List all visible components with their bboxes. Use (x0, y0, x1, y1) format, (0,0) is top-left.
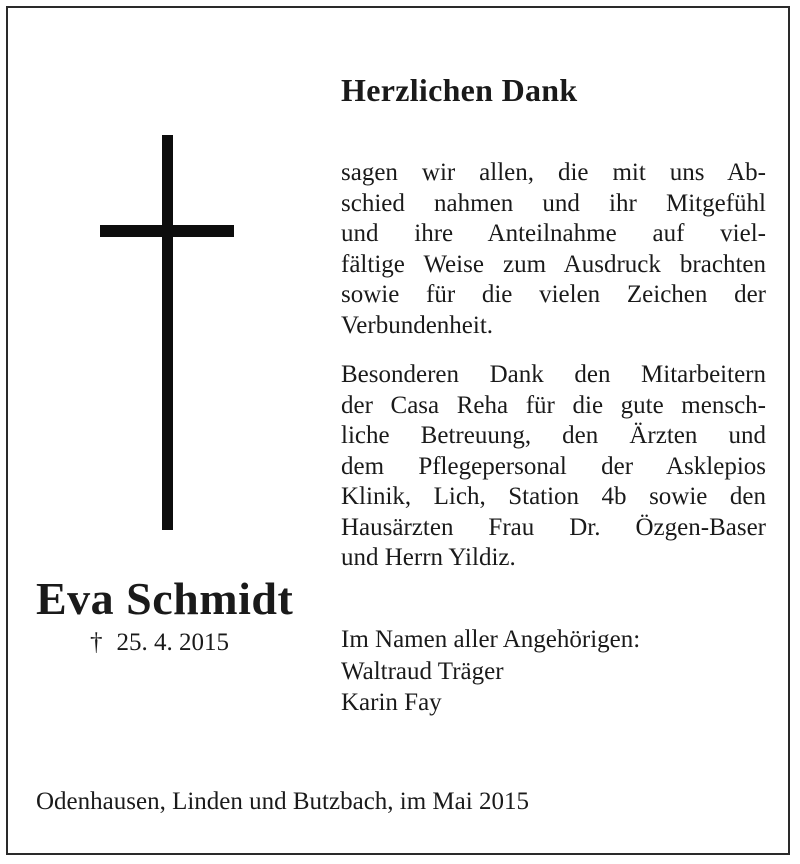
special-thanks-line: und Herrn Yildiz. (341, 544, 516, 571)
death-date-line (90, 627, 229, 659)
cross-vertical-beam (162, 135, 173, 530)
signer-name: Waltraud Träger (341, 657, 504, 685)
thanks-line: sowie für die vielen Zeichen der (341, 281, 766, 308)
thanks-line: Verbundenheit. (341, 311, 494, 339)
special-thanks-line: der Casa Reha für die gute mensch- (341, 391, 766, 419)
death-date: 25. 4. 2015 (116, 629, 229, 656)
signer-name: Karin Fay (341, 689, 442, 716)
thanks-line: sagen wir allen, die mit uns Ab- (341, 159, 766, 186)
special-thanks-paragraph (341, 360, 766, 574)
thanks-paragraph (341, 158, 766, 341)
dagger-icon: † (90, 629, 103, 656)
special-thanks-line: Besonderen Dank den Mitarbeitern (341, 361, 766, 388)
thanks-line: und ihre Anteilnahme auf viel- (341, 220, 766, 247)
special-thanks-line: liche Betreuung, den Ärzten und (341, 422, 766, 449)
signoff-intro: Im Namen aller Angehörigen: (341, 626, 641, 653)
cross-icon (100, 135, 234, 530)
thanks-line: fältige Weise zum Ausdruck brachten (341, 250, 766, 278)
place-and-date: Odenhausen, Linden und Butzbach, im Mai 2015 (36, 788, 529, 815)
signoff (341, 624, 640, 719)
headline: Herzlichen Dank (341, 72, 578, 108)
thanks-line: schied nahmen und ihr Mitgefühl (341, 189, 766, 217)
cross-horizontal-beam (100, 225, 234, 237)
special-thanks-line: Hausärzten Frau Dr. Özgen-Baser (341, 513, 766, 541)
special-thanks-line: Klinik, Lich, Station 4b sowie den (341, 483, 766, 510)
deceased-name: Eva Schmidt (36, 573, 294, 624)
special-thanks-line: dem Pflegepersonal der Asklepios (341, 452, 766, 480)
